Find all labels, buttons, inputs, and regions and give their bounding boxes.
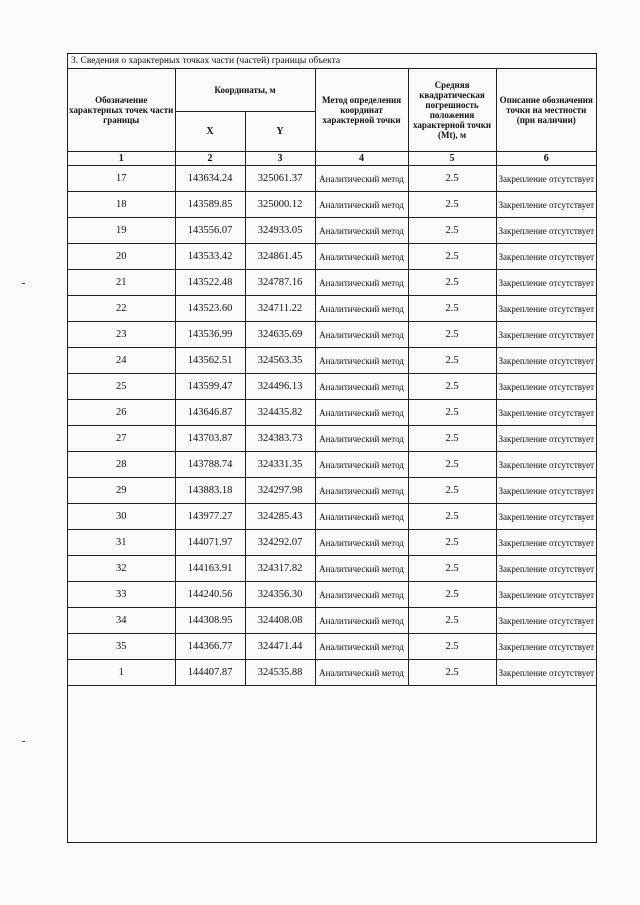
- scan-mark: [22, 741, 25, 742]
- table-cell-y: 324285.43: [245, 504, 315, 530]
- table-row: [68, 426, 596, 452]
- table-cell-error: 2.5: [408, 530, 496, 556]
- table-cell-y: 324535.88: [245, 660, 315, 686]
- table-cell-y: 325000.12: [245, 192, 315, 218]
- table-cell-x: 143533.42: [175, 244, 245, 270]
- table-cell-x: 143556.07: [175, 218, 245, 244]
- table-cell-description: Закрепление отсутствует: [496, 634, 596, 660]
- header-y: Y: [245, 112, 315, 152]
- table-cell-error: 2.5: [408, 218, 496, 244]
- table-cell-method: Аналитический метод: [315, 400, 408, 426]
- table-cell-x: 144071.97: [175, 530, 245, 556]
- table-cell-method: Аналитический метод: [315, 348, 408, 374]
- table-cell-point: 26: [68, 400, 175, 426]
- table-cell-point: 35: [68, 634, 175, 660]
- table-cell-error: 2.5: [408, 582, 496, 608]
- table-cell-description: Закрепление отсутствует: [496, 608, 596, 634]
- table-row: [68, 478, 596, 504]
- table-cell-description: Закрепление отсутствует: [496, 400, 596, 426]
- table-cell-x: 143977.27: [175, 504, 245, 530]
- table-cell-method: Аналитический метод: [315, 296, 408, 322]
- column-number: 5: [408, 152, 496, 166]
- table-cell-point: 30: [68, 504, 175, 530]
- table-cell-method: Аналитический метод: [315, 218, 408, 244]
- table-cell-point: 18: [68, 192, 175, 218]
- table-cell-description: Закрепление отсутствует: [496, 530, 596, 556]
- table-cell-x: 143634.24: [175, 166, 245, 192]
- table-row: [68, 244, 596, 270]
- table-cell-y: 324297.98: [245, 478, 315, 504]
- table-row: [68, 322, 596, 348]
- column-number: 2: [175, 152, 245, 166]
- table-cell-error: 2.5: [408, 426, 496, 452]
- table-cell-point: 34: [68, 608, 175, 634]
- table-row: [68, 608, 596, 634]
- column-number: 1: [68, 152, 175, 166]
- table-cell-point: 33: [68, 582, 175, 608]
- table-cell-y: 324383.73: [245, 426, 315, 452]
- table-row: [68, 218, 596, 244]
- table-cell-point: 1: [68, 660, 175, 686]
- table-cell-description: Закрепление отсутствует: [496, 166, 596, 192]
- table-cell-x: 143589.85: [175, 192, 245, 218]
- table-row: [68, 400, 596, 426]
- table-cell-y: 325061.37: [245, 166, 315, 192]
- table-cell-y: 324408.08: [245, 608, 315, 634]
- table-cell-description: Закрепление отсутствует: [496, 452, 596, 478]
- table-cell-point: 22: [68, 296, 175, 322]
- table-cell-point: 31: [68, 530, 175, 556]
- table-cell-method: Аналитический метод: [315, 504, 408, 530]
- header-x: X: [175, 112, 245, 152]
- table-cell-x: 143788.74: [175, 452, 245, 478]
- table-cell-x: 143883.18: [175, 478, 245, 504]
- table-cell-y: 324635.69: [245, 322, 315, 348]
- table-cell-y: 324787.16: [245, 270, 315, 296]
- table-row: [68, 556, 596, 582]
- section-title: 3. Сведения о характерных точках части (частей) границы объекта: [68, 54, 596, 69]
- table-cell-x: 143703.87: [175, 426, 245, 452]
- header-method: Метод определения координат характерной точки: [315, 69, 408, 152]
- table-cell-error: 2.5: [408, 634, 496, 660]
- table-cell-error: 2.5: [408, 296, 496, 322]
- table-row: [68, 452, 596, 478]
- table-cell-description: Закрепление отсутствует: [496, 322, 596, 348]
- table-cell-point: 23: [68, 322, 175, 348]
- table-cell-method: Аналитический метод: [315, 322, 408, 348]
- table-cell-y: 324861.45: [245, 244, 315, 270]
- table-row: [68, 166, 596, 192]
- header-point-label: Обозначение характерных точек части границы: [68, 69, 175, 152]
- table-cell-method: Аналитический метод: [315, 166, 408, 192]
- table-cell-error: 2.5: [408, 244, 496, 270]
- table-row: [68, 296, 596, 322]
- table-cell-method: Аналитический метод: [315, 374, 408, 400]
- table-cell-point: 24: [68, 348, 175, 374]
- table-cell-y: 324563.35: [245, 348, 315, 374]
- table-cell-method: Аналитический метод: [315, 478, 408, 504]
- table-cell-description: Закрепление отсутствует: [496, 582, 596, 608]
- table-cell-x: 144308.95: [175, 608, 245, 634]
- table-row: [68, 374, 596, 400]
- table-cell-method: Аналитический метод: [315, 660, 408, 686]
- table-row: [68, 634, 596, 660]
- table-cell-y: 324435.82: [245, 400, 315, 426]
- table-row: [68, 582, 596, 608]
- table-cell-x: 143562.51: [175, 348, 245, 374]
- table-row: [68, 504, 596, 530]
- table-cell-error: 2.5: [408, 556, 496, 582]
- table-cell-description: Закрепление отсутствует: [496, 348, 596, 374]
- table-cell-point: 32: [68, 556, 175, 582]
- table-cell-point: 25: [68, 374, 175, 400]
- table-cell-x: 144366.77: [175, 634, 245, 660]
- column-number: 3: [245, 152, 315, 166]
- table-row: [68, 270, 596, 296]
- header-error: Средняя квадратическая погрешность положения характерной точки (Mt), м: [408, 69, 496, 152]
- table-cell-error: 2.5: [408, 374, 496, 400]
- table-cell-description: Закрепление отсутствует: [496, 504, 596, 530]
- table-cell-description: Закрепление отсутствует: [496, 270, 596, 296]
- table-cell-description: Закрепление отсутствует: [496, 426, 596, 452]
- table-cell-point: 21: [68, 270, 175, 296]
- table-cell-method: Аналитический метод: [315, 270, 408, 296]
- table-cell-point: 28: [68, 452, 175, 478]
- table-cell-y: 324356.30: [245, 582, 315, 608]
- table-cell-method: Аналитический метод: [315, 556, 408, 582]
- table-cell-description: Закрепление отсутствует: [496, 660, 596, 686]
- table-cell-description: Закрепление отсутствует: [496, 374, 596, 400]
- table-cell-method: Аналитический метод: [315, 634, 408, 660]
- table-cell-description: Закрепление отсутствует: [496, 556, 596, 582]
- table-cell-point: 27: [68, 426, 175, 452]
- column-number: 4: [315, 152, 408, 166]
- header-description: Описание обозначения точки на местности (при наличии): [496, 69, 596, 152]
- table-cell-x: 144407.87: [175, 660, 245, 686]
- table-cell-error: 2.5: [408, 192, 496, 218]
- table-cell-method: Аналитический метод: [315, 582, 408, 608]
- table-cell-error: 2.5: [408, 400, 496, 426]
- scan-mark: [22, 283, 25, 284]
- table-cell-y: 324331.35: [245, 452, 315, 478]
- table-cell-y: 324292.07: [245, 530, 315, 556]
- table-cell-point: 17: [68, 166, 175, 192]
- table-cell-y: 324317.82: [245, 556, 315, 582]
- header-coordinates: Координаты, м: [175, 69, 315, 112]
- table-cell-error: 2.5: [408, 504, 496, 530]
- table-cell-error: 2.5: [408, 608, 496, 634]
- table-cell-method: Аналитический метод: [315, 530, 408, 556]
- table-cell-y: 324933.05: [245, 218, 315, 244]
- table-cell-y: 324496.13: [245, 374, 315, 400]
- table-cell-error: 2.5: [408, 478, 496, 504]
- table-cell-method: Аналитический метод: [315, 452, 408, 478]
- table-row: [68, 660, 596, 686]
- table-cell-error: 2.5: [408, 452, 496, 478]
- table-cell-x: 144163.91: [175, 556, 245, 582]
- table-cell-error: 2.5: [408, 660, 496, 686]
- table-cell-method: Аналитический метод: [315, 244, 408, 270]
- table-cell-description: Закрепление отсутствует: [496, 296, 596, 322]
- table-cell-description: Закрепление отсутствует: [496, 218, 596, 244]
- table-cell-x: 143646.87: [175, 400, 245, 426]
- table-cell-description: Закрепление отсутствует: [496, 244, 596, 270]
- table-cell-x: 144240.56: [175, 582, 245, 608]
- table-cell-method: Аналитический метод: [315, 192, 408, 218]
- table-cell-x: 143522.48: [175, 270, 245, 296]
- table-row: [68, 192, 596, 218]
- table-cell-y: 324711.22: [245, 296, 315, 322]
- boundary-points-table: [68, 69, 596, 686]
- table-cell-x: 143536.99: [175, 322, 245, 348]
- table-row: [68, 530, 596, 556]
- table-cell-point: 20: [68, 244, 175, 270]
- column-number-row: [68, 152, 596, 166]
- table-cell-point: 29: [68, 478, 175, 504]
- document-frame: [67, 53, 597, 843]
- table-cell-error: 2.5: [408, 270, 496, 296]
- table-cell-description: Закрепление отсутствует: [496, 192, 596, 218]
- table-cell-description: Закрепление отсутствует: [496, 478, 596, 504]
- table-cell-error: 2.5: [408, 322, 496, 348]
- column-number: 6: [496, 152, 596, 166]
- table-cell-error: 2.5: [408, 348, 496, 374]
- table-cell-point: 19: [68, 218, 175, 244]
- table-cell-x: 143599.47: [175, 374, 245, 400]
- table-cell-method: Аналитический метод: [315, 426, 408, 452]
- table-cell-x: 143523.60: [175, 296, 245, 322]
- table-row: [68, 348, 596, 374]
- table-cell-method: Аналитический метод: [315, 608, 408, 634]
- table-cell-y: 324471.44: [245, 634, 315, 660]
- table-cell-error: 2.5: [408, 166, 496, 192]
